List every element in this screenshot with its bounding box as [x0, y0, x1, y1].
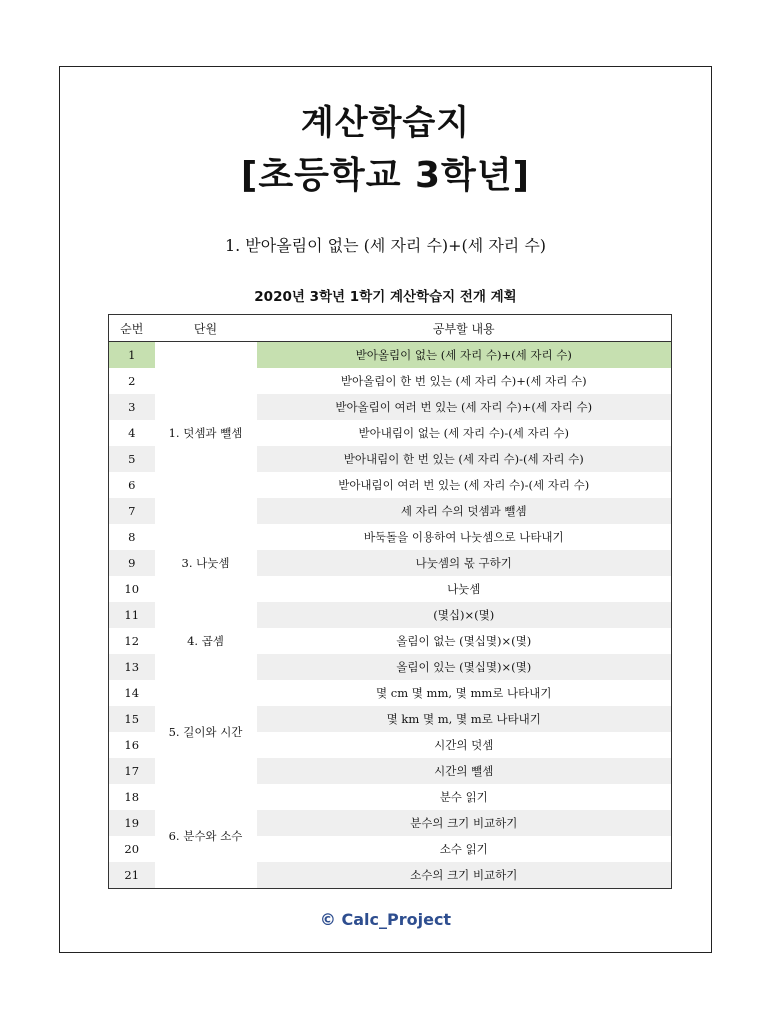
row-content: 올림이 없는 (몇십몇)×(몇): [257, 628, 672, 654]
row-content: 시간의 덧셈: [257, 732, 672, 758]
row-num: 5: [109, 446, 155, 472]
unit-cell: 1. 덧셈과 뺄셈: [155, 342, 257, 525]
unit-cell: 5. 길이와 시간: [155, 680, 257, 784]
lesson-title: 1. 받아올림이 없는 (세 자리 수)+(세 자리 수): [224, 236, 547, 255]
row-content: 나눗셈: [257, 576, 672, 602]
grade-heading: [초등학교 3학년]: [240, 155, 531, 196]
row-num: 13: [109, 654, 155, 680]
row-content: 소수의 크기 비교하기: [257, 862, 672, 889]
row-num: 20: [109, 836, 155, 862]
unit-cell: 3. 나눗셈: [155, 524, 257, 602]
row-content: 몇 km 몇 m, 몇 m로 나타내기: [257, 706, 672, 732]
row-num: 10: [109, 576, 155, 602]
unit-cell: 4. 곱셈: [155, 602, 257, 680]
table-row: [109, 524, 672, 550]
row-num: 18: [109, 784, 155, 810]
row-content: 나눗셈의 몫 구하기: [257, 550, 672, 576]
unit-cell: 6. 분수와 소수: [155, 784, 257, 889]
row-content: 세 자리 수의 덧셈과 뺄셈: [257, 498, 672, 524]
row-num: 2: [109, 368, 155, 394]
copyright-footer: © Calc_Project: [319, 910, 452, 929]
table-row: [109, 784, 672, 810]
row-num: 8: [109, 524, 155, 550]
row-content: 받아올림이 여러 번 있는 (세 자리 수)+(세 자리 수): [257, 394, 672, 420]
row-content: 시간의 뺄셈: [257, 758, 672, 784]
row-num: 11: [109, 602, 155, 628]
row-content: 몇 cm 몇 mm, 몇 mm로 나타내기: [257, 680, 672, 706]
row-num: 3: [109, 394, 155, 420]
plan-table: [108, 314, 672, 889]
row-content: 받아내림이 없는 (세 자리 수)-(세 자리 수): [257, 420, 672, 446]
row-content: 받아올림이 없는 (세 자리 수)+(세 자리 수): [257, 342, 672, 369]
row-num: 16: [109, 732, 155, 758]
table-row: [109, 342, 672, 369]
row-num: 6: [109, 472, 155, 498]
worksheet-page: [59, 66, 712, 953]
row-content: 분수 읽기: [257, 784, 672, 810]
row-content: (몇십)×(몇): [257, 602, 672, 628]
row-content: 받아내림이 여러 번 있는 (세 자리 수)-(세 자리 수): [257, 472, 672, 498]
row-content: 분수의 크기 비교하기: [257, 810, 672, 836]
row-num: 1: [109, 342, 155, 369]
row-num: 12: [109, 628, 155, 654]
row-content: 받아내림이 한 번 있는 (세 자리 수)-(세 자리 수): [257, 446, 672, 472]
row-num: 4: [109, 420, 155, 446]
row-num: 21: [109, 862, 155, 889]
row-content: 소수 읽기: [257, 836, 672, 862]
row-num: 17: [109, 758, 155, 784]
row-content: 받아올림이 한 번 있는 (세 자리 수)+(세 자리 수): [257, 368, 672, 394]
row-num: 7: [109, 498, 155, 524]
worksheet-title: 계산학습지: [300, 103, 471, 143]
row-num: 9: [109, 550, 155, 576]
plan-title: 2020년 3학년 1학기 계산학습지 전개 계획: [254, 289, 517, 305]
row-num: 19: [109, 810, 155, 836]
row-content: 바둑돌을 이용하여 나눗셈으로 나타내기: [257, 524, 672, 550]
header-num: 순번: [109, 315, 155, 342]
table-row: [109, 602, 672, 628]
table-header-row: [109, 315, 672, 342]
row-content: 올림이 있는 (몇십몇)×(몇): [257, 654, 672, 680]
table-row: [109, 680, 672, 706]
header-content: 공부할 내용: [257, 315, 672, 342]
header-unit: 단원: [155, 315, 257, 342]
row-num: 15: [109, 706, 155, 732]
row-num: 14: [109, 680, 155, 706]
